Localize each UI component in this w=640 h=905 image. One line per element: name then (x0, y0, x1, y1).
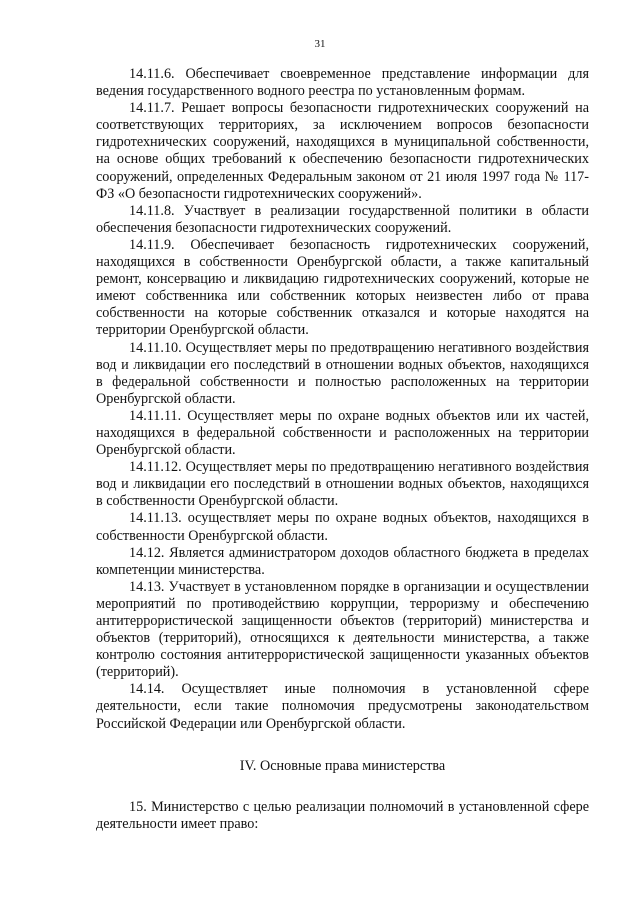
paragraph-number: 14.11.11. (129, 407, 182, 424)
paragraph-14-11-11 (96, 408, 589, 459)
paragraph-text: Обеспечивает своевременное представление информации для ведения государственного водного реестра по установленным формам. (96, 66, 590, 100)
paragraph-14-11-9 (96, 237, 589, 340)
paragraph-number: 14.11.13. (129, 510, 182, 527)
paragraph-number: 14.12. (129, 544, 165, 561)
paragraph-14-11-13 (96, 510, 589, 544)
paragraph-text: Осуществляет меры по предотвращению негативного воздействия вод и ликвидации его последствий в отношении водных объектов, находящихся в федеральной собственности и полностью расположенных на территории Оренбургской области. (96, 339, 589, 407)
paragraph-text: Участвует в реализации государственной политики в области обеспечения безопасности гидротехнических сооружений. (96, 202, 589, 236)
paragraph-number: 15. (129, 798, 147, 815)
paragraph-14-14 (96, 681, 589, 732)
paragraph-number: 14.11.7. (129, 100, 175, 117)
paragraph-text: Участвует в установленном порядке в организации и осуществлении мероприятий по противодействию коррупции, терроризму и обеспечению антитеррористической защищенности объектов (территорий) министерства и объектов (территорий), относящихся к деятельности министерства, а также контролю состояния антитеррористической защищенности указанных объектов (территорий). (96, 578, 590, 681)
paragraph-number: 14.14. (129, 681, 165, 698)
paragraph-number: 14.11.6. (129, 66, 175, 82)
paragraph-text: Осуществляет иные полномочия в установленной сфере деятельности, если такие полномочия предусмотрены законодательством Российской Федерации или Оренбургской области. (96, 681, 589, 732)
paragraph-text: Является администратором доходов областного бюджета в пределах компетенции министерства. (96, 544, 589, 578)
paragraph-number: 14.13. (129, 578, 165, 595)
paragraph-number: 14.11.12. (129, 459, 182, 476)
paragraph-number: 14.11.8. (129, 202, 175, 219)
document-body (96, 66, 589, 833)
paragraph-number: 14.11.9. (129, 236, 175, 253)
section-heading: IV. Основные права министерства (239, 757, 446, 774)
paragraph-14-11-10 (96, 340, 589, 408)
paragraph-14-11-7 (96, 100, 589, 203)
paragraph-14-12 (96, 545, 589, 579)
paragraph-14-11-6 (96, 66, 589, 100)
paragraph-text: Обеспечивает безопасность гидротехнических сооружений, находящихся в собственности Оренбургской области, а также капитальный ремонт, консервацию и ликвидацию гидротехнических сооружений, которые не имеют собственника или собственник которых неизвестен либо от права собственности на которые собственник отказался и которые находятся на территории Оренбургской области. (96, 236, 589, 339)
page-number: 31 (314, 38, 326, 50)
paragraph-14-13 (96, 579, 589, 682)
paragraph-text: осуществляет меры по охране водных объектов, находящихся в собственности Оренбургской области. (96, 510, 590, 544)
paragraph-text: Министерство с целью реализации полномочий в установленной сфере деятельности имеет право: (96, 798, 590, 832)
paragraph-text: Осуществляет меры по охране водных объектов или их частей, находящихся в федеральной собственности и расположенных на территории Оренбургской области. (96, 407, 590, 459)
paragraph-text: Решает вопросы безопасности гидротехнических сооружений на соответствующих территориях, за исключением вопросов безопасности гидротехнических сооружений, находящихся в муниципальной собственности, на основе общих требований к обеспечению безопасности гидротехнических сооружений, определенных Федеральным законом от 21 июля 1997 года № 117-ФЗ «О безопасности гидротехнических сооружений». (96, 100, 589, 202)
paragraph-text: Осуществляет меры по предотвращению негативного воздействия вод и ликвидации его последствий в отношении водных объектов, находящихся в собственности Оренбургской области. (96, 459, 589, 510)
paragraph-number: 14.11.10. (129, 339, 182, 356)
paragraph-14-11-8 (96, 203, 589, 237)
paragraph-15 (96, 799, 589, 833)
paragraph-14-11-12 (96, 459, 589, 510)
